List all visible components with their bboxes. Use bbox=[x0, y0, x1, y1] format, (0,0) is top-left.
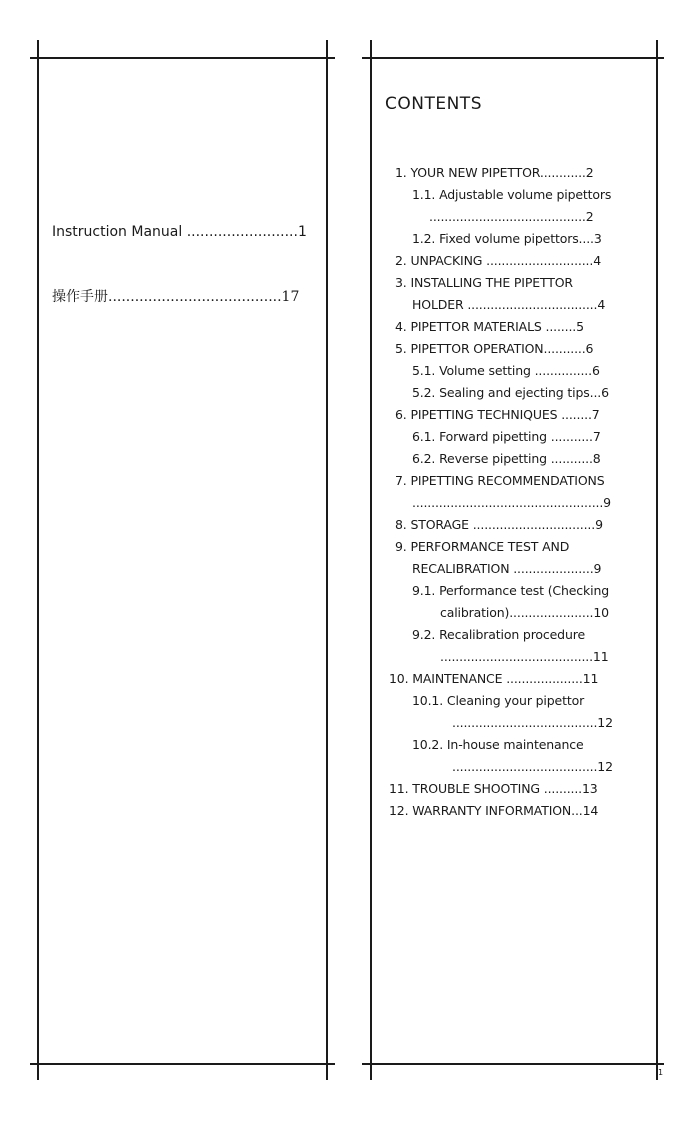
toc-line[interactable]: 6.2. Reverse pipetting ...........8 bbox=[412, 451, 601, 466]
toc-line[interactable]: HOLDER ..................................4 bbox=[412, 297, 606, 312]
toc-line[interactable]: 6.1. Forward pipetting ...........7 bbox=[412, 429, 601, 444]
toc-line[interactable]: 7. PIPETTING RECOMMENDATIONS bbox=[395, 473, 605, 488]
toc-line[interactable]: ......................................12 bbox=[452, 715, 613, 730]
toc-line[interactable]: 1. YOUR NEW PIPETTOR............2 bbox=[395, 165, 594, 180]
toc-line[interactable]: 5.1. Volume setting ...............6 bbox=[412, 363, 600, 378]
toc-line[interactable]: calibration)......................10 bbox=[440, 605, 609, 620]
toc-line[interactable]: ........................................11 bbox=[440, 649, 609, 664]
toc-line[interactable]: .........................................2 bbox=[429, 209, 594, 224]
toc-line[interactable]: 9.1. Performance test (Checking bbox=[412, 583, 609, 598]
toc-line[interactable]: 1.2. Fixed volume pipettors....3 bbox=[412, 231, 602, 246]
toc-line[interactable]: 4. PIPETTOR MATERIALS ........5 bbox=[395, 319, 584, 334]
toc-line[interactable]: 3. INSTALLING THE PIPETTOR bbox=[395, 275, 573, 290]
toc-line[interactable]: 6. PIPETTING TECHNIQUES ........7 bbox=[395, 407, 600, 422]
toc-line[interactable]: 5. PIPETTOR OPERATION...........6 bbox=[395, 341, 594, 356]
left-toc-entry-chinese-manual[interactable]: 操作手册.......................................17 bbox=[52, 289, 300, 305]
toc-line[interactable]: 10. MAINTENANCE ....................11 bbox=[389, 671, 599, 686]
page-number: 1 bbox=[658, 1068, 664, 1077]
toc-line[interactable]: RECALIBRATION .....................9 bbox=[412, 561, 602, 576]
toc-line[interactable]: 11. TROUBLE SHOOTING ..........13 bbox=[389, 781, 598, 796]
left-toc-entry-instruction-manual[interactable]: Instruction Manual .........................1 bbox=[52, 224, 307, 240]
toc-line[interactable]: 9.2. Recalibration procedure bbox=[412, 627, 585, 642]
toc-line[interactable]: 2. UNPACKING ............................4 bbox=[395, 253, 601, 268]
toc-line[interactable]: 9. PERFORMANCE TEST AND bbox=[395, 539, 570, 554]
toc-line[interactable]: 5.2. Sealing and ejecting tips...6 bbox=[412, 385, 609, 400]
toc-line[interactable]: 1.1. Adjustable volume pipettors bbox=[412, 187, 612, 202]
toc-line[interactable]: 10.2. In-house maintenance bbox=[412, 737, 584, 752]
toc-line[interactable]: 10.1. Cleaning your pipettor bbox=[412, 693, 585, 708]
toc-line[interactable]: ..................................................9 bbox=[412, 495, 611, 510]
contents-title: CONTENTS bbox=[385, 94, 482, 114]
toc-line[interactable]: 8. STORAGE ................................9 bbox=[395, 517, 603, 532]
toc-line[interactable]: ......................................12 bbox=[452, 759, 613, 774]
toc-line[interactable]: 12. WARRANTY INFORMATION...14 bbox=[389, 803, 599, 818]
